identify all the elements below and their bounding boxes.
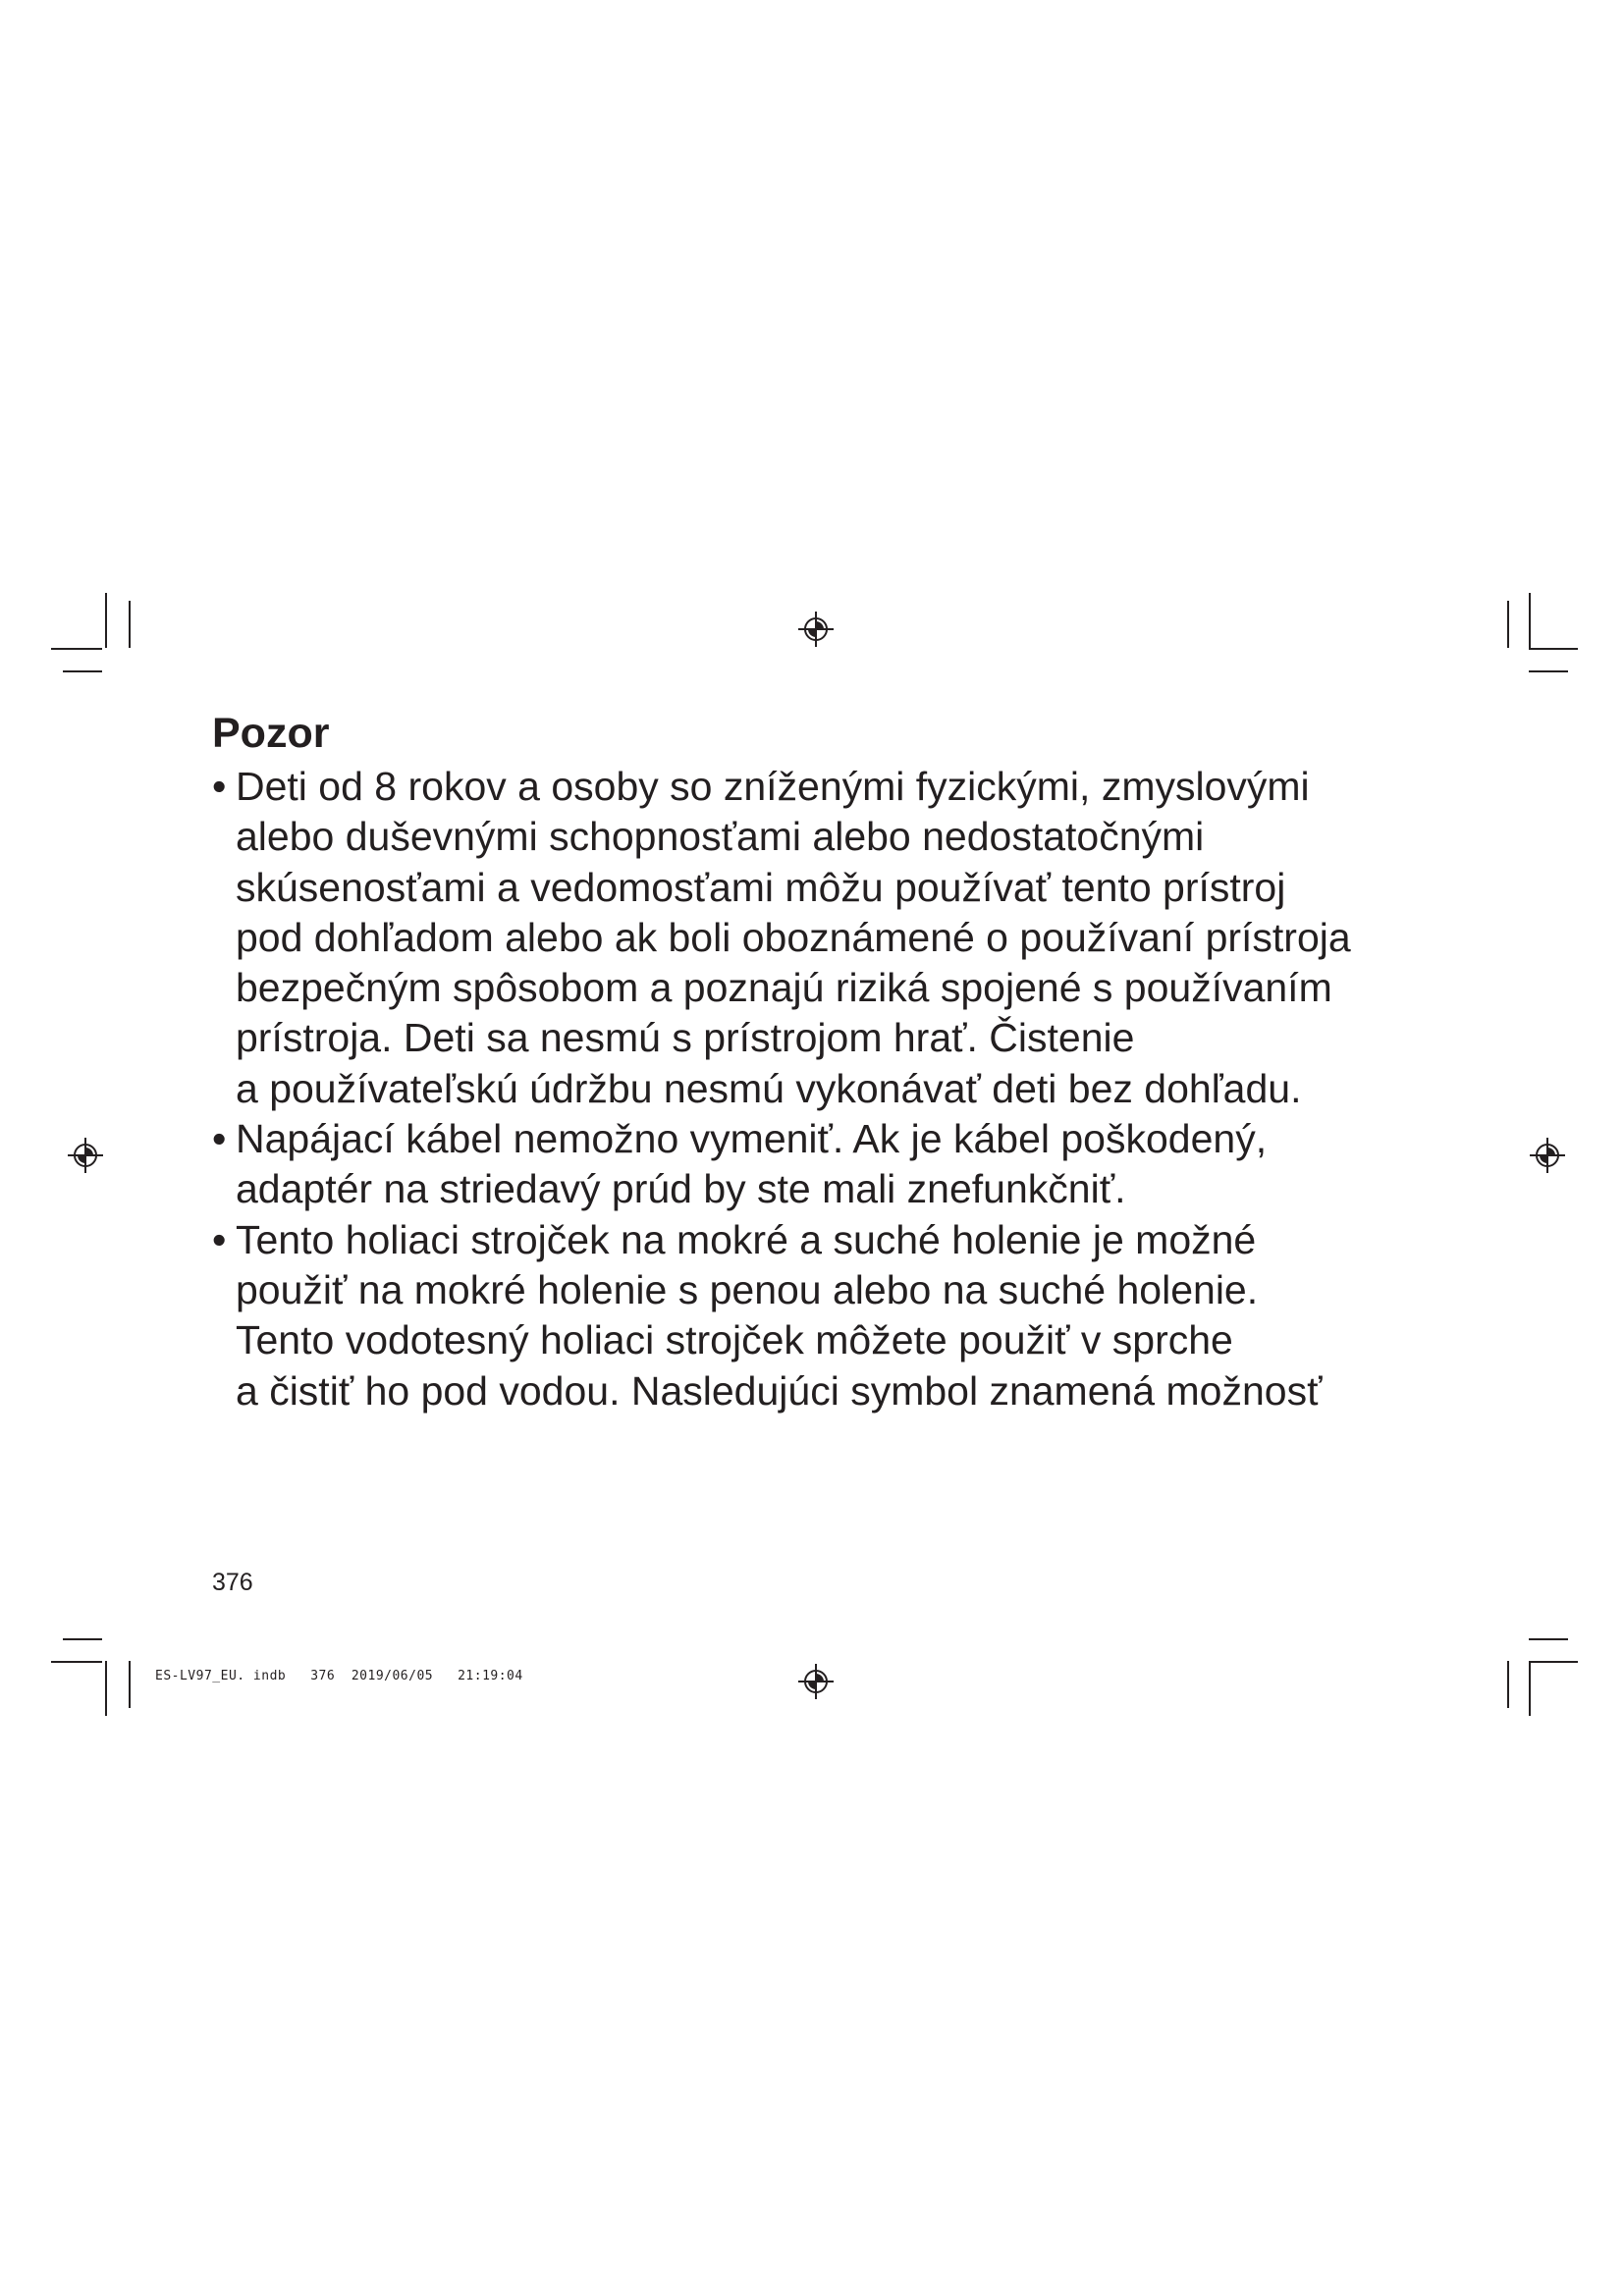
registration-target-icon: [1528, 1136, 1567, 1175]
crop-mark: [51, 648, 102, 650]
crop-mark: [1529, 1661, 1531, 1716]
text-line: alebo duševnými schopnosťami alebo nedostatočnými: [236, 814, 1205, 860]
text-line: a používateľskú údržbu nesmú vykonávať deti bez dohľadu.: [236, 1065, 1302, 1111]
list-item: [212, 1114, 1449, 1215]
text-line: Tento holiaci strojček na mokré a suché holenie je možné: [236, 1216, 1257, 1262]
crop-mark: [1529, 1661, 1578, 1663]
text-line: skúsenosťami a vedomosťami môžu používať tento prístroj: [236, 864, 1286, 910]
crop-mark: [63, 670, 102, 672]
registration-target-icon: [796, 610, 836, 649]
warning-section: [212, 707, 1449, 1416]
crop-mark: [105, 1661, 107, 1716]
warning-list: [212, 762, 1449, 1416]
text-line: Napájací kábel nemožno vymeniť. Ak je kábel poškodený,: [236, 1116, 1268, 1162]
list-item: [212, 1215, 1449, 1416]
list-item: [212, 762, 1449, 1114]
crop-mark: [1529, 648, 1578, 650]
crop-mark: [51, 1661, 102, 1663]
registration-target-icon: [66, 1136, 105, 1175]
page-number: 376: [212, 1569, 253, 1596]
text-line: a čistiť ho pod vodou. Nasledujúci symbol znamená možnosť: [236, 1367, 1323, 1414]
crop-mark: [1507, 1661, 1509, 1708]
registration-target-icon: [796, 1662, 836, 1701]
text-line: pod dohľadom alebo ak boli oboznámené o používaní prístroja: [236, 914, 1351, 960]
bullet-icon: •: [212, 1216, 227, 1262]
text-line: použiť na mokré holenie s penou alebo na suché holenie.: [236, 1266, 1259, 1312]
print-slug-line: ES-LV97_EU. indb 376 2019/06/05 21:19:04: [155, 1669, 523, 1683]
bullet-icon: •: [212, 764, 227, 809]
crop-mark: [1529, 670, 1568, 672]
bullet-icon: •: [212, 1116, 227, 1162]
text-line: Deti od 8 rokov a osoby so zníženými fyzickými, zmyslovými: [236, 764, 1310, 809]
crop-mark: [1529, 1638, 1568, 1640]
text-line: bezpečným spôsobom a poznajú riziká spojené s používaním: [236, 965, 1332, 1011]
crop-mark: [1507, 601, 1509, 648]
crop-mark: [1529, 593, 1531, 648]
crop-mark: [129, 601, 131, 648]
text-line: prístroja. Deti sa nesmú s prístrojom hrať. Čistenie: [236, 1015, 1135, 1061]
crop-mark: [129, 1661, 131, 1708]
section-heading: Pozor: [212, 710, 330, 757]
text-line: adaptér na striedavý prúd by ste mali znefunkčniť.: [236, 1166, 1126, 1212]
text-line: Tento vodotesný holiaci strojček môžete použiť v sprche: [236, 1317, 1233, 1363]
crop-mark: [63, 1638, 102, 1640]
crop-mark: [105, 593, 107, 648]
